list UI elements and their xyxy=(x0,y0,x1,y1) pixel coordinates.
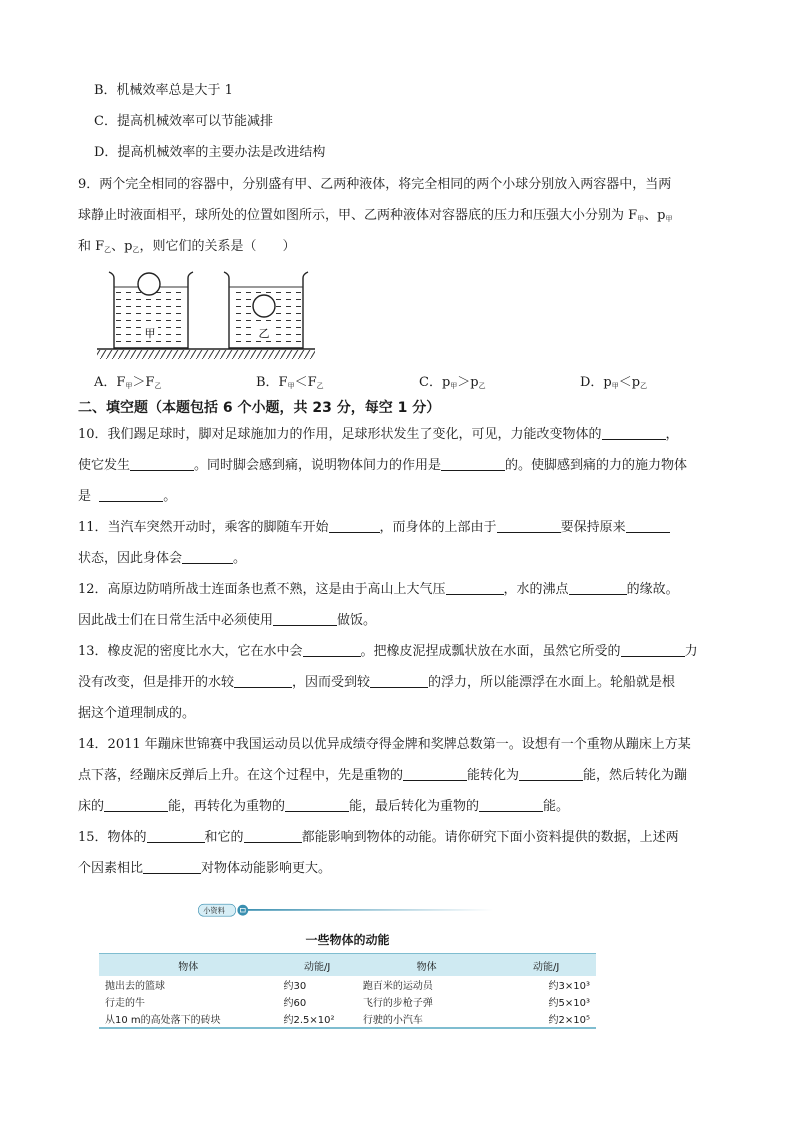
answer-blank[interactable] xyxy=(602,425,666,440)
q9-option-d: D．$p_甲<p_乙$ xyxy=(580,375,648,390)
answer-blank[interactable] xyxy=(497,518,561,533)
table-cell: 约2×10⁵ xyxy=(496,1010,596,1028)
kinetic-energy-table xyxy=(99,953,596,1029)
answer-blank[interactable] xyxy=(446,580,504,595)
q11-line1: 11．当汽车突然开动时，乘客的脚随车开始 ，而身体的上部由于 要保持原来 xyxy=(78,518,670,538)
table-cell: 约5×10³ xyxy=(548,998,590,1009)
table-cell: 约30 xyxy=(283,981,307,992)
table-title: 一些物体的动能 xyxy=(305,933,390,947)
q10-line3: 是 。 xyxy=(78,489,177,504)
table-header-row xyxy=(99,954,596,977)
answer-blank[interactable] xyxy=(569,580,627,595)
answer-blank[interactable] xyxy=(403,766,467,781)
answer-blank[interactable] xyxy=(303,642,361,657)
info-title-bar xyxy=(99,903,596,921)
containers-figure xyxy=(95,268,320,364)
q15-line1: 15．物体的 和它的 都能影响到物体的动能。请你研究下面小资料提供的数据，上述两 xyxy=(78,830,679,845)
q13-line2: 没有改变，但是排开的水较 ，因而受到较 的浮力，所以能漂浮在水面上。轮船就是根 xyxy=(78,675,676,690)
table-cell: 抛出去的篮球 xyxy=(105,981,165,992)
q14-line1: 14．2011 年蹦床世锦赛中我国运动员以优异成绩夺得金牌和奖牌总数第一。设想有一个重物从蹦床上方某 xyxy=(78,737,691,752)
q9-option-c: C．$p_甲>p_乙$ xyxy=(419,375,486,390)
table-row xyxy=(99,1010,596,1028)
answer-blank[interactable] xyxy=(130,456,194,471)
q14-line3: 床的 能，再转化为重物的 能，最后转化为重物的 能。 xyxy=(78,799,570,814)
q8-option-b: B．机械效率总是大于 1 xyxy=(94,83,233,98)
answer-blank[interactable] xyxy=(273,611,337,626)
answer-blank[interactable] xyxy=(285,797,349,812)
section-heading: 二、填空题（本题包括 6 个小题，共 23 分，每空 1 分） xyxy=(78,400,441,416)
answer-blank[interactable] xyxy=(143,859,201,874)
table-cell: 约60 xyxy=(283,998,307,1009)
table-cell: 飞行的步枪子弹 xyxy=(362,998,433,1009)
header-energy-2: 动能/J xyxy=(496,954,596,977)
q9-stem-line3: 和 $F_乙$、$p_乙$，则它们的关系是（ ） xyxy=(78,239,296,254)
table-cell: 从10 m的高处落下的砖块 xyxy=(99,1010,278,1028)
q9-stem-line1: 9．两个完全相同的容器中，分别盛有甲、乙两种液体，将完全相同的两个小球分别放入两容器中，当两 xyxy=(78,177,672,192)
answer-blank[interactable] xyxy=(479,797,543,812)
q13-line1: 13．橡皮泥的密度比水大，它在水中会 。把橡皮泥捏成瓢状放在水面，虽然它所受的 力 xyxy=(78,644,698,659)
answer-blank[interactable] xyxy=(244,828,302,843)
q9-option-b: B．$F_甲<F_乙$ xyxy=(256,375,324,390)
table-cell: 跑百米的运动员 xyxy=(362,981,433,992)
q10-line2: 使它发生 。同时脚会感到痛，说明物体间力的作用是 的。使脚感到痛的力的施力物体 xyxy=(78,458,688,473)
answer-blank[interactable] xyxy=(182,549,233,564)
q10-line1: 10．我们踢足球时，脚对足球施加力的作用，足球形状发生了变化，可见，力能改变物体的 ， xyxy=(78,427,679,442)
answer-blank[interactable] xyxy=(234,673,292,688)
answer-blank[interactable] xyxy=(621,642,685,657)
q13-line3: 据这个道理制成的。 xyxy=(78,706,196,721)
q12-line1: 12．高原边防哨所战士连面条也煮不熟，这是由于高山上大气压 ，水的沸点 的缘故。 xyxy=(78,582,679,597)
q9-stem-line2: 球静止时液面相平，球所处的位置如图所示，甲、乙两种液体对容器底的压力和压强大小分别为 $F_甲$、$p_甲$ xyxy=(78,208,673,223)
q8-option-d: D．提高机械效率的主要办法是改进结构 xyxy=(94,145,326,160)
info-box xyxy=(99,895,596,1047)
header-object-1: 物体 xyxy=(99,954,278,977)
answer-blank[interactable] xyxy=(370,673,428,688)
table-row xyxy=(99,976,596,993)
answer-blank[interactable] xyxy=(329,518,380,533)
answer-blank[interactable] xyxy=(519,766,583,781)
answer-blank[interactable] xyxy=(441,456,505,471)
q14-line2: 点下落，经蹦床反弹后上升。在这个过程中，先是重物的 能转化为 能，然后转化为蹦 xyxy=(78,768,688,783)
table-cell: 行驶的小汽车 xyxy=(357,1010,496,1028)
q12-line2: 因此战士们在日常生活中必须使用 做饭。 xyxy=(78,613,377,628)
label-jia: 甲 xyxy=(144,327,156,340)
table-cell: 约3×10³ xyxy=(548,981,590,992)
ball-left xyxy=(138,273,160,295)
answer-blank[interactable] xyxy=(147,828,205,843)
info-tag: 小资料 xyxy=(203,906,225,916)
header-energy-1: 动能/J xyxy=(278,954,357,977)
answer-blank[interactable] xyxy=(99,487,163,502)
q9-option-a: A．$F_甲>F_乙$ xyxy=(94,375,162,390)
table-cell: 行走的牛 xyxy=(105,998,145,1009)
ground-hatch xyxy=(97,350,315,359)
header-object-2: 物体 xyxy=(357,954,496,977)
q11-line2: 状态，因此身体会 。 xyxy=(78,551,247,566)
answer-blank[interactable] xyxy=(104,797,168,812)
table-cell: 约2.5×10² xyxy=(278,1010,357,1028)
ball-right xyxy=(253,295,275,317)
q8-option-c: C．提高机械效率可以节能减排 xyxy=(94,114,273,129)
q15-line2: 个因素相比 对物体动能影响更大。 xyxy=(78,861,332,876)
label-yi: 乙 xyxy=(258,327,270,340)
answer-blank[interactable] xyxy=(626,518,670,533)
table-row xyxy=(99,993,596,1010)
